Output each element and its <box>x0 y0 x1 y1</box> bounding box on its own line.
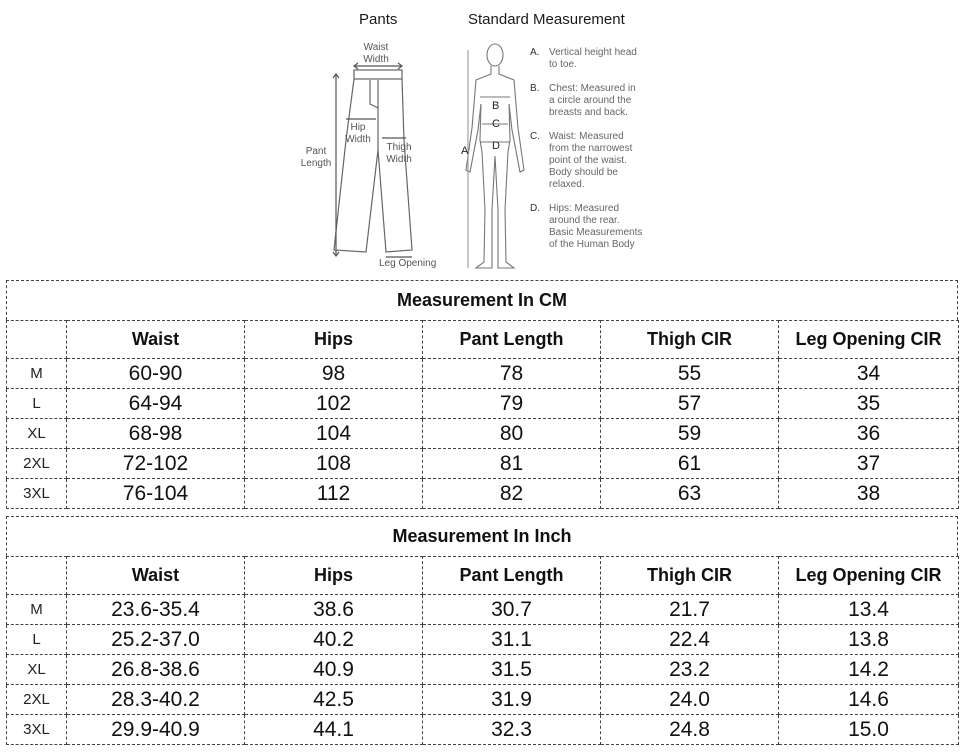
table-row <box>7 595 959 625</box>
table-row <box>7 419 959 449</box>
size-cell: L <box>7 389 67 419</box>
inch-table-grid <box>6 556 959 745</box>
body-letter-b: B <box>492 100 500 112</box>
value-cell: 31.9 <box>423 685 601 715</box>
value-cell: 14.6 <box>779 685 959 715</box>
value-cell: 14.2 <box>779 655 959 685</box>
header-cell: Hips <box>245 321 423 359</box>
header-cell <box>7 321 67 359</box>
value-cell: 24.8 <box>601 715 779 745</box>
note-b-text: Chest: Measured in a circle around the breasts and back. <box>549 83 636 118</box>
header-cell: Waist <box>67 557 245 595</box>
value-cell: 28.3-40.2 <box>67 685 245 715</box>
value-cell: 98 <box>245 359 423 389</box>
value-cell: 82 <box>423 479 601 509</box>
value-cell: 40.2 <box>245 625 423 655</box>
header-cell: Waist <box>67 321 245 359</box>
pant-length-label: Pant Length <box>300 146 332 169</box>
value-cell: 24.0 <box>601 685 779 715</box>
value-cell: 112 <box>245 479 423 509</box>
value-cell: 23.6-35.4 <box>67 595 245 625</box>
value-cell: 78 <box>423 359 601 389</box>
size-cell: 3XL <box>7 715 67 745</box>
diagram-drawing <box>0 0 962 280</box>
value-cell: 102 <box>245 389 423 419</box>
cm-header-row <box>7 321 959 359</box>
value-cell: 55 <box>601 359 779 389</box>
value-cell: 31.5 <box>423 655 601 685</box>
standard-measurement-heading: Standard Measurement <box>468 11 625 28</box>
value-cell: 80 <box>423 419 601 449</box>
note-c-letter: C. <box>530 131 540 142</box>
table-row <box>7 359 959 389</box>
value-cell: 26.8-38.6 <box>67 655 245 685</box>
size-cell: L <box>7 625 67 655</box>
header-cell: Thigh CIR <box>601 557 779 595</box>
value-cell: 38 <box>779 479 959 509</box>
size-cell: M <box>7 595 67 625</box>
table-row <box>7 625 959 655</box>
value-cell: 35 <box>779 389 959 419</box>
value-cell: 68-98 <box>67 419 245 449</box>
value-cell: 13.4 <box>779 595 959 625</box>
value-cell: 60-90 <box>67 359 245 389</box>
value-cell: 40.9 <box>245 655 423 685</box>
note-d-text: Hips: Measured around the rear. Basic Measurements of the Human Body <box>549 203 643 250</box>
value-cell: 108 <box>245 449 423 479</box>
hip-width-label: Hip Width <box>345 122 371 145</box>
note-c-text: Waist: Measured from the narrowest point of the waist. Body should be relaxed. <box>549 131 633 190</box>
thigh-width-label: Thigh Width <box>386 142 412 165</box>
pants-heading: Pants <box>359 11 398 28</box>
value-cell: 29.9-40.9 <box>67 715 245 745</box>
value-cell: 22.4 <box>601 625 779 655</box>
body-letter-a: A <box>461 145 469 157</box>
cm-table-title: Measurement In CM <box>6 280 958 320</box>
note-b-letter: B. <box>530 83 540 94</box>
table-row <box>7 479 959 509</box>
value-cell: 37 <box>779 449 959 479</box>
note-a-text: Vertical height head to toe. <box>549 47 637 70</box>
value-cell: 30.7 <box>423 595 601 625</box>
size-cell: 2XL <box>7 685 67 715</box>
table-row <box>7 389 959 419</box>
value-cell: 64-94 <box>67 389 245 419</box>
value-cell: 79 <box>423 389 601 419</box>
value-cell: 104 <box>245 419 423 449</box>
note-d-letter: D. <box>530 203 540 214</box>
size-cell: XL <box>7 419 67 449</box>
body-illustration <box>466 44 524 268</box>
cm-table-grid <box>6 320 959 509</box>
inch-header-row <box>7 557 959 595</box>
body-letter-c: C <box>492 118 500 130</box>
value-cell: 36 <box>779 419 959 449</box>
inch-size-table <box>6 516 958 745</box>
size-cell: 2XL <box>7 449 67 479</box>
value-cell: 32.3 <box>423 715 601 745</box>
value-cell: 76-104 <box>67 479 245 509</box>
header-cell: Pant Length <box>423 557 601 595</box>
header-cell: Thigh CIR <box>601 321 779 359</box>
value-cell: 61 <box>601 449 779 479</box>
header-cell: Hips <box>245 557 423 595</box>
value-cell: 34 <box>779 359 959 389</box>
size-cell: M <box>7 359 67 389</box>
header-cell: Leg Opening CIR <box>779 557 959 595</box>
note-a-letter: A. <box>530 47 540 58</box>
table-row <box>7 715 959 745</box>
value-cell: 72-102 <box>67 449 245 479</box>
value-cell: 23.2 <box>601 655 779 685</box>
cm-size-table <box>6 280 958 509</box>
table-row <box>7 449 959 479</box>
value-cell: 81 <box>423 449 601 479</box>
table-row <box>7 685 959 715</box>
body-letter-d: D <box>492 140 500 152</box>
header-cell <box>7 557 67 595</box>
value-cell: 44.1 <box>245 715 423 745</box>
value-cell: 31.1 <box>423 625 601 655</box>
leg-opening-label: Leg Opening <box>379 258 437 269</box>
value-cell: 57 <box>601 389 779 419</box>
value-cell: 13.8 <box>779 625 959 655</box>
value-cell: 21.7 <box>601 595 779 625</box>
value-cell: 42.5 <box>245 685 423 715</box>
value-cell: 59 <box>601 419 779 449</box>
header-cell: Pant Length <box>423 321 601 359</box>
measurement-diagram <box>0 0 962 280</box>
value-cell: 15.0 <box>779 715 959 745</box>
table-row <box>7 655 959 685</box>
value-cell: 63 <box>601 479 779 509</box>
size-cell: 3XL <box>7 479 67 509</box>
size-cell: XL <box>7 655 67 685</box>
value-cell: 38.6 <box>245 595 423 625</box>
inch-table-title: Measurement In Inch <box>6 516 958 556</box>
header-cell: Leg Opening CIR <box>779 321 959 359</box>
value-cell: 25.2-37.0 <box>67 625 245 655</box>
waist-width-label: Waist Width <box>363 42 389 65</box>
